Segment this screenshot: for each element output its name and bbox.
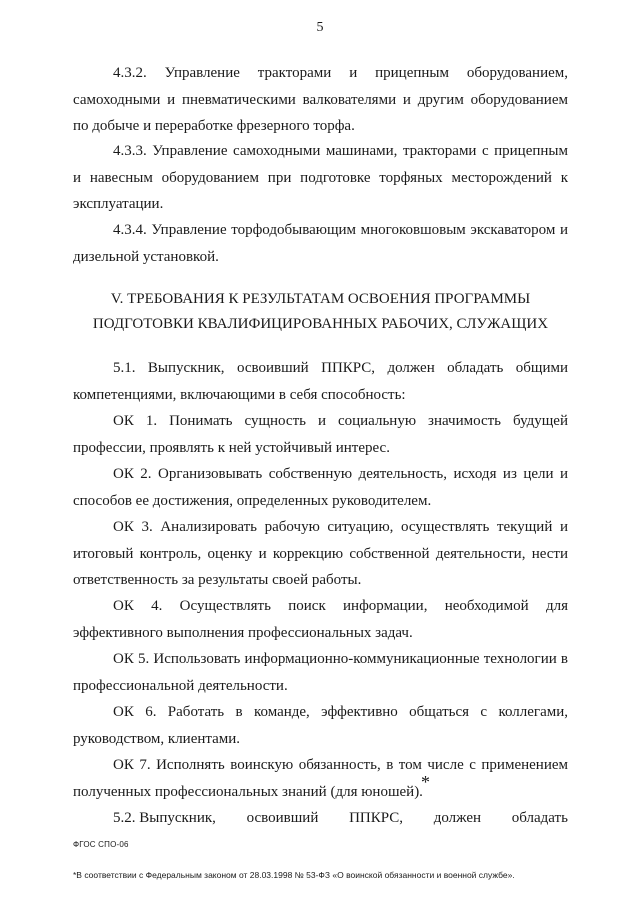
p52-word-4: должен — [433, 810, 482, 826]
paragraph-4-3-4: 4.3.4. Управление торфодобывающим многоковшовым экскаватором и дизельной установкой. — [73, 222, 568, 265]
competency-ok6: ОК 6. Работать в команде, эффективно общаться с коллегами, руководством, клиентами. — [73, 704, 568, 747]
section-heading — [73, 287, 568, 337]
paragraph-5-1: 5.1. Выпускник, освоивший ППКРС, должен обладать общими компетенциями, включающими в себя способность: — [73, 360, 568, 403]
competency-ok2: ОК 2. Организовывать собственную деятельность, исходя из цели и способов ее достижения, определенных руководителем. — [73, 466, 568, 509]
competency-ok4: ОК 4. Осуществлять поиск информации, необходимой для эффективного выполнения профессиональных задач. — [73, 598, 568, 641]
competency-ok7-text: ОК 7. Исполнять воинскую обязанность, в том числе с применением полученных профессиональных знаний (для юношей). — [73, 757, 568, 800]
p52-word-3: ППКРС, — [349, 810, 404, 826]
paragraph-4-3-2: 4.3.2. Управление тракторами и прицепным оборудованием, самоходными и пневматическими валкователями и другим оборудованием по добыче и переработке фрезерного торфа. — [73, 65, 568, 134]
footnote: *В соответствии с Федеральным законом от 28.03.1998 № 53-ФЗ «О воинской обязанности и военной службе». — [73, 870, 515, 880]
competency-ok1: ОК 1. Понимать сущность и социальную значимость будущей профессии, проявлять к ней устойчивый интерес. — [73, 413, 568, 456]
p52-word-5: обладать — [511, 810, 568, 826]
section-heading-line2: ПОДГОТОВКИ КВАЛИФИЦИРОВАННЫХ РАБОЧИХ, СЛУЖАЩИХ — [92, 316, 549, 332]
competency-ok7 — [73, 752, 568, 805]
document-code: ФГОС СПО-06 — [73, 840, 129, 849]
competency-ok3: ОК 3. Анализировать рабочую ситуацию, осуществлять текущий и итоговый контроль, оценку и коррекцию собственной деятельности, нести ответственность за результаты своей работы. — [73, 519, 568, 588]
p52-word-2: освоивший — [246, 810, 319, 826]
footnote-marker: * — [420, 771, 430, 792]
paragraph-4-3-3: 4.3.3. Управление самоходными машинами, тракторами с прицепным и навесным оборудованием при подготовке торфяных месторождений к эксплуатации. — [73, 143, 568, 212]
section-heading-line1: V. ТРЕБОВАНИЯ К РЕЗУЛЬТАТАМ ОСВОЕНИЯ ПРОГРАММЫ — [110, 291, 531, 307]
paragraph-5-2 — [113, 805, 568, 832]
p52-word-1: 5.2. Выпускник, — [113, 810, 216, 826]
page-number: 5 — [316, 20, 324, 35]
competency-ok5: ОК 5. Использовать информационно-коммуникационные технологии в профессиональной деятельности. — [73, 651, 568, 694]
